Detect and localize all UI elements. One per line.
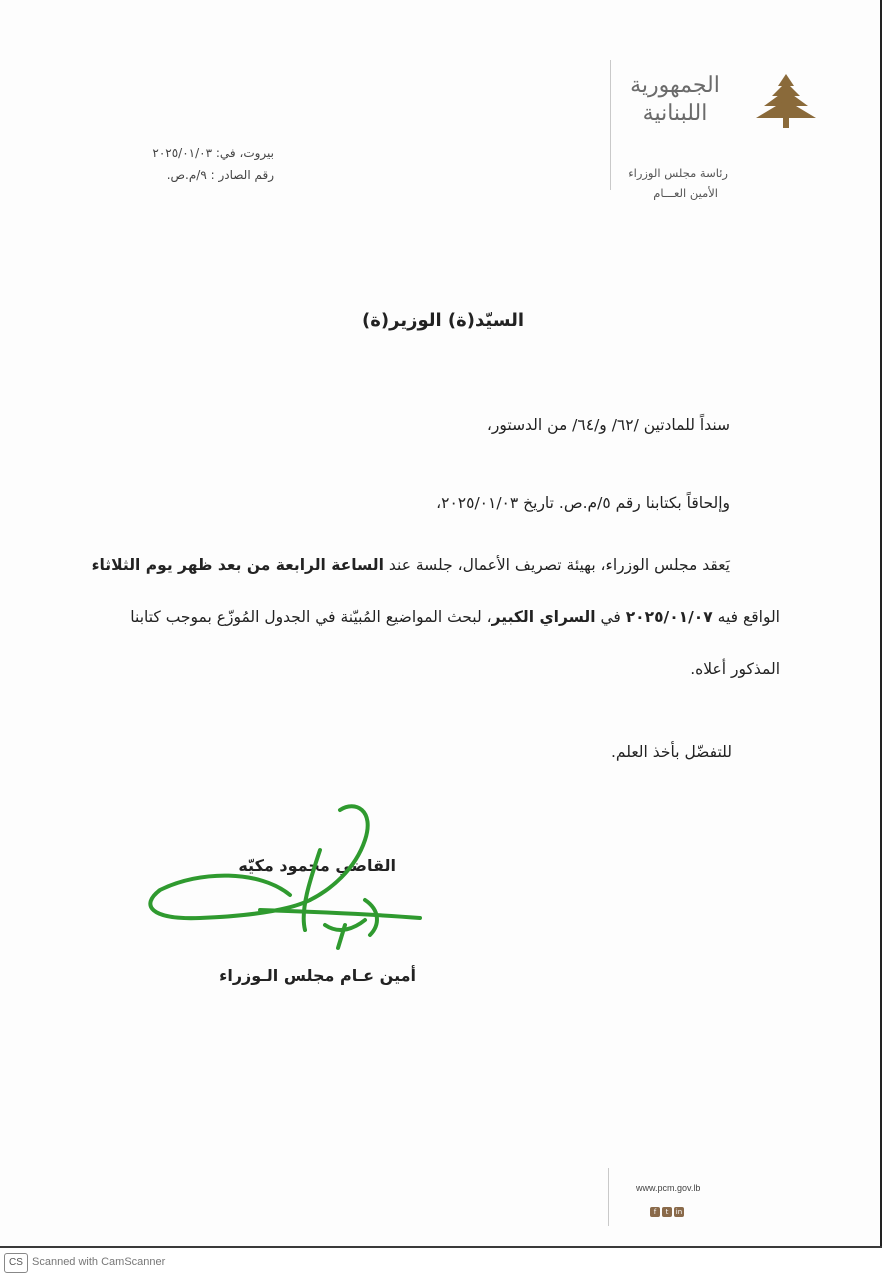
camscanner-logo-icon: CS: [4, 1253, 28, 1273]
paragraph-constitution: سنداً للمادتين /٦٢/ و/٦٤/ من الدستور،: [486, 416, 730, 434]
signatory-name: القاضي محمود مكيّه: [238, 856, 396, 875]
reference-number: رقم الصادر : ٩/م.ص.: [166, 168, 274, 182]
place-date: بيروت، في: ٢٠٢٥/٠١/٠٣: [152, 146, 274, 160]
paragraph-reference: وإلحاقاً بكتابنا رقم ٥/م.ص. تاريخ ٢٠٢٥/٠١/٠٣،: [436, 494, 730, 512]
twitter-icon[interactable]: t: [662, 1207, 672, 1217]
session-text-b: الواقع فيه: [712, 608, 780, 626]
facebook-icon[interactable]: f: [650, 1207, 660, 1217]
handwritten-signature: [140, 800, 430, 960]
logo-line-1: الجمهورية: [630, 73, 720, 98]
paragraph-session-line3: المذكور أعلاه.: [690, 660, 780, 678]
social-icons: [650, 1199, 686, 1218]
linkedin-icon[interactable]: in: [675, 1208, 683, 1216]
session-text-d: ، لبحث المواضيع المُبيّنة في الجدول المُوزّع بموجب كتابنا: [130, 608, 492, 626]
closing-line: للتفضّل بأخذ العلم.: [610, 743, 732, 761]
website-link[interactable]: www.pcm.gov.lb: [636, 1183, 701, 1193]
office-subtitle: الأمين العـــام: [653, 186, 718, 200]
office-name: رئاسة مجلس الوزراء: [628, 166, 728, 180]
republic-logo-text: [620, 72, 730, 128]
logo-line-2: اللبنانية: [642, 101, 708, 126]
addressee: السيّد(ة) الوزير(ة): [362, 310, 524, 331]
session-text-a: يَعقد مجلس الوزراء، بهيئة تصريف الأعمال، جلسة عند: [383, 556, 730, 574]
cedar-logo-icon: [748, 72, 824, 132]
signatory-title: أمين عـام مجلس الـوزراء: [219, 966, 416, 985]
header-divider: [610, 60, 611, 190]
session-date: ٢٠٢٥/٠١/٠٧: [625, 608, 713, 626]
scanner-watermark: Scanned with CamScanner: [32, 1256, 166, 1268]
session-text-c: في: [595, 608, 626, 626]
paragraph-session-line2: [130, 610, 780, 626]
paragraph-session-line1: [92, 558, 730, 574]
session-location: السراي الكبير: [491, 608, 596, 626]
session-time: الساعة الرابعة من بعد ظهر يوم الثلاثاء: [91, 556, 384, 574]
footer-divider: [608, 1168, 609, 1226]
